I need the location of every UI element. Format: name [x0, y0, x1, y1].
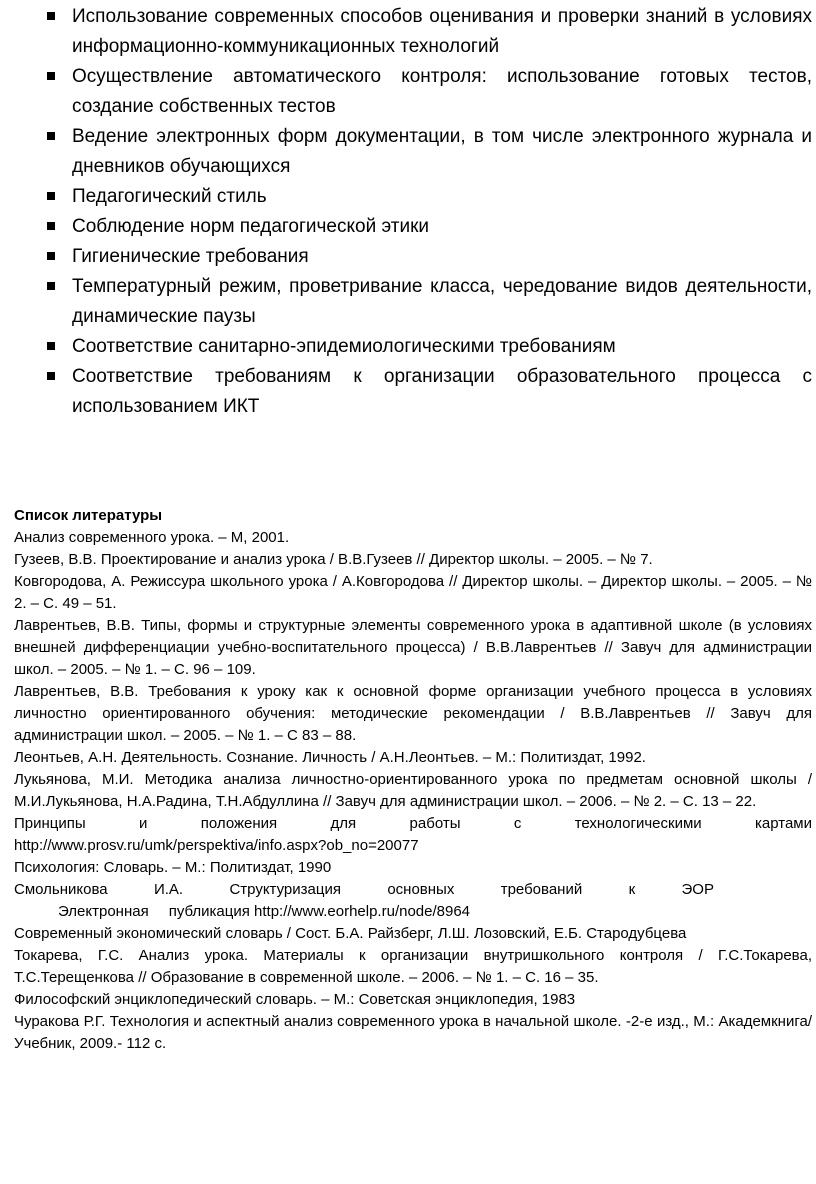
- reference-entry: Леонтьев, А.Н. Деятельность. Сознание. Личность / А.Н.Леонтьев. – М.: Политиздат, 1992.: [14, 749, 646, 766]
- list-item: [40, 212, 812, 242]
- reference-word: работы: [409, 815, 461, 832]
- list-item-text: Соблюдение норм педагогической этики: [72, 216, 429, 237]
- reference-entry: Современный экономический словарь / Сост. Б.А. Райзберг, Л.Ш. Лозовский, Е.Б. Стародубцева: [14, 925, 687, 942]
- reference-word: Смольникова: [14, 881, 108, 898]
- square-bullet-icon: [47, 132, 55, 140]
- references-section: [14, 505, 812, 1055]
- reference-word: И.А.: [153, 881, 184, 898]
- reference-word: положения: [200, 815, 278, 832]
- reference-entry: Лаврентьев, В.В. Требования к уроку как к основной форме организации учебного процесса в условиях личностно ориентированного обучения: методические рекомендации / В.В.Лаврентьев // Завуч для администрации школ. – 2005. – № 1. – С 83 – 88.: [14, 683, 812, 744]
- list-item-text: Температурный режим, проветривание класса, чередование видов деятельности, динамические паузы: [72, 276, 812, 327]
- reference-url[interactable]: http://www.prosv.ru/umk/perspektiva/info.aspx?ob_no=20077: [14, 837, 419, 854]
- list-item-text: Педагогический стиль: [72, 186, 267, 207]
- reference-word: требований: [500, 881, 583, 898]
- reference-entry: Лукьянова, М.И. Методика анализа личностно-ориентированного урока по предметам основной школы / М.И.Лукьянова, Н.А.Радина, Т.Н.Абдуллина // Завуч для администрации школ. – 2006. – № 2. – С. 13 – 22.: [14, 771, 812, 810]
- reference-word: картами: [755, 815, 812, 832]
- list-item: [40, 62, 812, 122]
- list-item: [40, 122, 812, 182]
- list-item: [40, 272, 812, 332]
- square-bullet-icon: [47, 192, 55, 200]
- list-item-text: Соответствие требованиям к организации образовательного процесса с использованием ИКТ: [72, 366, 812, 417]
- square-bullet-icon: [47, 372, 55, 380]
- square-bullet-icon: [47, 12, 55, 20]
- reference-entry: Чуракова Р.Г. Технология и аспектный анализ современного урока в начальной школе. -2-е изд., М.: Академкнига/Учебник, 2009.- 112 с.: [14, 1013, 812, 1052]
- list-item: [40, 332, 812, 362]
- reference-word: для: [330, 815, 357, 832]
- list-item: [40, 2, 812, 62]
- list-item: [40, 182, 812, 212]
- reference-entry: Психология: Словарь. – М.: Политиздат, 1990: [14, 859, 332, 876]
- reference-entry: Гузеев, В.В. Проектирование и анализ урока / В.В.Гузеев // Директор школы. – 2005. – № 7.: [14, 551, 653, 568]
- reference-word: Принципы: [14, 815, 86, 832]
- references-heading: Список литературы: [14, 507, 163, 524]
- reference-word: с: [513, 815, 522, 832]
- reference-entry: Анализ современного урока. – М, 2001.: [14, 529, 290, 546]
- reference-word: технологическими: [574, 815, 702, 832]
- list-item-text: Ведение электронных форм документации, в том числе электронного журнала и дневников обучающихся: [72, 126, 812, 177]
- reference-word: к: [628, 881, 636, 898]
- square-bullet-icon: [47, 282, 55, 290]
- list-item: [40, 242, 812, 272]
- reference-word: основных: [387, 881, 455, 898]
- square-bullet-icon: [47, 222, 55, 230]
- reference-entry: Лаврентьев, В.В. Типы, формы и структурные элементы современного урока в адаптивной школе (в условиях внешней дифференциации учебно-воспитательного процесса) / В.В.Лаврентьев // Завуч для администрации школ. – 2005. – № 1. – С. 96 – 109.: [14, 617, 812, 678]
- list-item-text: Гигиенические требования: [72, 246, 309, 267]
- requirements-list: [40, 2, 812, 422]
- reference-word: Электронная: [58, 903, 149, 920]
- list-item-text: Осуществление автоматического контроля: использование готовых тестов, создание собственных тестов: [72, 66, 812, 117]
- reference-entry-principles: [14, 813, 812, 835]
- list-item-text: Соответствие санитарно-эпидемиологическими требованиям: [72, 336, 616, 357]
- square-bullet-icon: [47, 342, 55, 350]
- square-bullet-icon: [47, 252, 55, 260]
- square-bullet-icon: [47, 72, 55, 80]
- reference-entry: Философский энциклопедический словарь. – М.: Советская энциклопедия, 1983: [14, 991, 576, 1008]
- reference-url[interactable]: публикация http://www.eorhelp.ru/node/8964: [168, 903, 471, 920]
- reference-word: и: [139, 815, 148, 832]
- list-item-text: Использование современных способов оценивания и проверки знаний в условиях информационно-коммуникационных технологий: [72, 6, 812, 57]
- list-item: [40, 362, 812, 422]
- reference-word: ЭОР: [681, 881, 714, 898]
- reference-entry-smolnikova-continued: [14, 901, 812, 923]
- reference-entry: Токарева, Г.С. Анализ урока. Материалы к организации внутришкольного контроля / Г.С.Токарева, Т.С.Терещенкова // Образование в современной школе. – 2006. – № 1. – С. 16 – 35.: [14, 947, 812, 986]
- reference-entry-smolnikova: [14, 879, 812, 901]
- reference-entry: Ковгородова, А. Режиссура школьного урока / А.Ковгородова // Директор школы. – Директор школы. – 2005. – № 2. – С. 49 – 51.: [14, 573, 812, 612]
- reference-word: Структуризация: [229, 881, 341, 898]
